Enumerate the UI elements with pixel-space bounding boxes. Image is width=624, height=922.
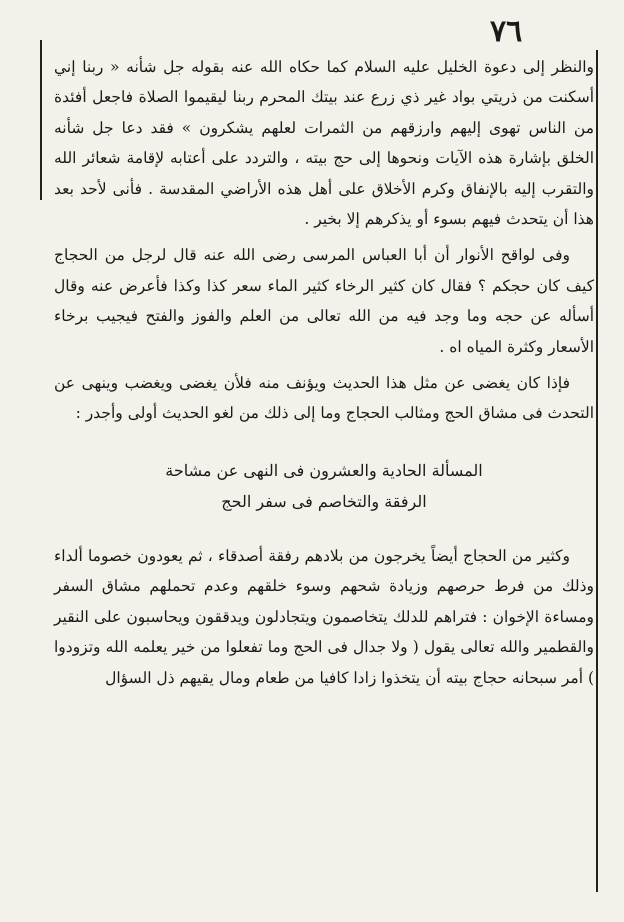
- section-heading: [54, 455, 594, 517]
- margin-rule-left: [40, 40, 42, 200]
- paragraph-1: والنظر إلى دعوة الخليل عليه السلام كما حكاه الله عنه بقوله جل شأنه « ربنا إني أسكنت من ذريتي بواد غير ذي زرع عند بيتك المحرم ربنا ليقيموا الصلاة فاجعل أفئدة من الناس تهوى إليهم وارزقهم من الثمرات لعلهم يشكرون » فقد دعا جل شأنه الخلق بإشارة هذه الآيات ونحوها إلى حج بيته ، والتردد على أعتابه لإقامة شعائر الله والتقرب إليه بالإنفاق وكرم الأخلاق على أهل هذه الأراضي المقدسة . فأنى لأحد بعد هذا أن يتحدث فيهم بسوء أو يذكرهم إلا بخير .: [54, 58, 594, 229]
- section-heading-line-2: الرفقة والتخاصم فى سفر الحج: [221, 491, 427, 511]
- page-number: ٧٦: [490, 14, 523, 49]
- paragraph-4: وكثير من الحجاج أيضاً يخرجون من بلادهم رفقة أصدقاء ، ثم يعودون خصوما ألداء وذلك من فرط حرصهم وزيادة شحهم وسوء خلقهم وعدم تحملهم مشاق السفر ومساءة الإخوان : فتراهم للدلك يتخاصمون ويتجادلون ويدققون ويحاسبون على النقير والقطمير والله تعالى يقول ( ولا جدال فى الحج وما تفعلوا من خير يعلمه الله وتزودوا ) أمر سبحانه حجاج بيته أن يتخذوا زادا كافيا من طعام ومال يقيهم ذل السؤال: [54, 546, 594, 687]
- section-heading-line-1: المسألة الحادية والعشرون فى النهى عن مشاحة: [165, 460, 483, 480]
- page-body: [54, 52, 594, 693]
- paragraph-2: وفى لواقح الأنوار أن أبا العباس المرسى رضى الله عنه قال لرجل من الحجاج كيف كان حجكم ؟ فقال كان كثير الرخاء كثير الماء سعر كذا وكذا فأعرض عنه وقال أسأله عن حجه وما وجد فيه من الله تعالى من العلم والفوز والفتح فيجيب برخاء الأسعار وكثرة المياه اه .: [54, 246, 595, 356]
- paragraph-3: فإذا كان يغضى عن مثل هذا الحديث ويؤنف منه فلأن يغضى ويغضب وينهى عن التحدث فى مشاق الحج ومثالب الحجاج وما إلى ذلك من لغو الحديث أولى وأجدر :: [54, 374, 594, 423]
- margin-rule-right: [596, 50, 598, 892]
